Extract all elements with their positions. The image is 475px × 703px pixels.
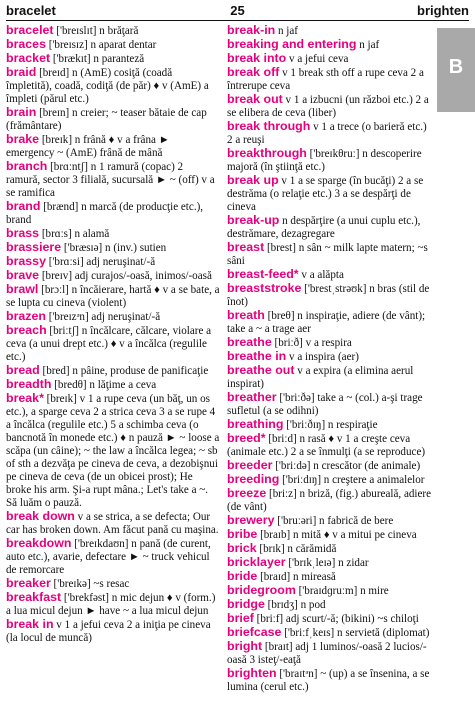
dictionary-entry <box>227 391 434 418</box>
headword: briefcase <box>227 625 282 639</box>
headword: brave <box>6 268 40 282</box>
headword: breaker <box>6 576 51 590</box>
headword: break-in <box>227 23 276 37</box>
headword: brass <box>6 226 40 240</box>
dictionary-entry <box>6 160 220 200</box>
dictionary-entry <box>6 200 220 227</box>
dictionary-entry <box>6 364 220 378</box>
definition: v 1 a izbucni (un război etc.) 2 a se elibera de ceva (liber) <box>227 94 429 119</box>
definition: ['briːfˌkeɪs] n servietă (diplomat) <box>281 627 430 639</box>
dictionary-entry <box>6 310 220 324</box>
dictionary-entry <box>227 570 434 584</box>
headword: breadth <box>6 377 52 391</box>
headword: brick <box>227 541 257 555</box>
definition: [braɪb] n mită ♦ v a mitui pe cineva <box>257 529 417 541</box>
definition: [briːf] adj scurt/-ă; (bikini) ~s chiloţi <box>253 613 419 625</box>
dictionary-entry <box>227 514 434 528</box>
headword: breather <box>227 390 277 404</box>
definition: [briːz] n briză, (fig.) abureală, adiere (de vânt) <box>227 488 432 513</box>
headword: breathe out <box>227 363 295 377</box>
definition: ['brɪkˌleɪə] n zidar <box>285 557 369 569</box>
dictionary-entry <box>227 120 434 147</box>
headword: brawl <box>6 282 39 296</box>
headword: break in <box>6 617 54 631</box>
headword: break* <box>6 391 44 405</box>
definition: n jaf <box>275 25 298 37</box>
headword: brassiere <box>6 240 62 254</box>
definition: [brɑːntʃ] n 1 ramură (copac) 2 ramură, sector 3 filială, sucursală ► ~ (off) v a se ramifica <box>6 161 215 199</box>
definition: ['briːðə] take a ~ (col.) a-şi trage sufletul (a se odihni) <box>227 392 423 417</box>
dictionary-entry <box>227 38 434 52</box>
last-guide-word: brighten <box>417 3 469 18</box>
headword: braces <box>6 37 46 51</box>
dictionary-entry <box>227 432 434 459</box>
first-guide-word: bracelet <box>6 3 56 18</box>
page-number: 25 <box>230 3 245 18</box>
dictionary-entry <box>227 584 434 598</box>
definition: v 1 a trece (o barieră etc.) 2 a reuşi <box>227 121 427 146</box>
headword: break out <box>227 92 283 106</box>
definition: [brest] n sân ~ milk lapte matern; ~s sâni <box>227 242 428 267</box>
headword: breakdown <box>6 536 72 550</box>
definition: ['brestˌstrəʊk] n bras (stil de înot) <box>227 283 430 308</box>
dictionary-entry <box>6 392 220 510</box>
dictionary-entry <box>6 378 220 392</box>
headword: bright <box>227 639 263 653</box>
headword: bracket <box>6 51 51 65</box>
headword: brighten <box>227 666 277 680</box>
dictionary-entry <box>227 418 434 432</box>
running-header <box>6 3 469 21</box>
definition: ['briːðɪŋ] n respiraţie <box>283 419 378 431</box>
definition: ['brekfəst] n mic dejun ♦ v (form.) a lua micul dejun ► have ~ a lua micul dejun <box>6 592 216 617</box>
headword: brassy <box>6 254 46 268</box>
headword: breath <box>227 308 265 322</box>
dictionary-entry <box>227 93 434 120</box>
headword: breathing <box>227 417 284 431</box>
headword: break through <box>227 119 311 133</box>
dictionary-entry <box>6 255 220 269</box>
definition: ['brækɪt] n paranteză <box>50 53 145 65</box>
dictionary-entry <box>6 106 220 133</box>
dictionary-entry <box>227 309 434 336</box>
dictionary-entry <box>6 241 220 255</box>
dictionary-entry <box>6 133 220 160</box>
definition: v a alăpta <box>298 269 344 281</box>
headword: brewery <box>227 513 275 527</box>
dictionary-entry <box>227 66 434 93</box>
definition: ['breɪkdaʊn] n pană (de curent, auto etc.), avarie, defectare ► ~ truck vehicul de remorcare <box>6 538 211 576</box>
definition: v a expira (a elimina aerul inspirat) <box>227 365 414 390</box>
headword: breast-feed* <box>227 267 299 281</box>
headword: break off <box>227 65 280 79</box>
headword: breakthrough <box>227 146 307 160</box>
dictionary-entry <box>227 214 434 241</box>
headword: braid <box>6 65 37 79</box>
dictionary-entry <box>6 591 220 618</box>
dictionary-entry <box>227 640 434 667</box>
dictionary-entry <box>6 269 220 283</box>
headword: breathe <box>227 335 272 349</box>
definition: [brænd] n marcă (de producţie etc.), brand <box>6 201 204 226</box>
headword: break down <box>6 509 75 523</box>
definition: [bredθ] n lăţime a ceva <box>51 379 157 391</box>
headword: breaking and entering <box>227 37 357 51</box>
definition: ['braɪtᵊn] ~ (up) a se însenina, a se lumina (cerul etc.) <box>227 668 430 693</box>
dictionary-entry <box>6 66 220 106</box>
headword: bread <box>6 363 40 377</box>
dictionary-entry <box>6 510 220 537</box>
dictionary-entry <box>227 626 434 640</box>
dictionary-entry <box>227 487 434 514</box>
headword: brazen <box>6 309 46 323</box>
dictionary-entry <box>227 528 434 542</box>
definition: v a jefui ceva <box>286 53 349 65</box>
dictionary-entry <box>6 577 220 591</box>
definition: v a inspira (aer) <box>286 351 359 363</box>
definition: [breɪk] v 1 a rupe ceva (un băţ, un os etc.), a sparge ceva 2 a strica ceva 3 a se rupe 4 a încălca (regulile etc.) 5 a schimba ceva (o bancnotă în monede etc.) ♦ n pauză ► ~ loose a scăpa (un câine); ~ the law a încălca legea; ~ sb of sth a dezvăţa pe cineva de ceva, a dezobişnui pe cineva de ceva (de un obicei prost); He broke his arm. Şi-a rupt mâna.; Let's take a ~. Să luăm o pauză. <box>6 393 220 509</box>
headword: brand <box>6 199 41 213</box>
thumb-index-tab <box>437 28 475 112</box>
definition: [braɪd] n mireasă <box>257 571 336 583</box>
definition: n despărţire (a unui cuplu etc.), destrămare, dezagregare <box>227 215 421 240</box>
dictionary-entry <box>227 459 434 473</box>
headword: bridge <box>227 597 265 611</box>
dictionary-entry <box>227 147 434 174</box>
dictionary-entry <box>227 282 434 309</box>
definition: [breɪn] n creier; ~ teaser bătaie de cap (frământare) <box>6 107 207 132</box>
dictionary-entry <box>227 364 434 391</box>
dictionary-entry <box>227 473 434 487</box>
dictionary-entry <box>227 542 434 556</box>
dictionary-entry <box>6 283 220 310</box>
dictionary-entry <box>6 618 220 645</box>
header-rule <box>6 20 469 21</box>
headword: brief <box>227 611 254 625</box>
headword: bricklayer <box>227 555 286 569</box>
headword: break into <box>227 51 287 65</box>
definition: v 1 break sth off a rupe ceva 2 a întrerupe ceva <box>227 67 424 92</box>
definition: [braɪt] adj 1 luminos/-oasă 2 lucios/-oasă 3 isteţ/-eaţă <box>227 641 427 666</box>
definition: ['bræsɪə] n (inv.) sutien <box>61 242 167 254</box>
dictionary-entry <box>6 38 220 52</box>
definition: ['breɪkə] ~s resac <box>50 578 130 590</box>
headword: bridegroom <box>227 583 296 597</box>
headword: breeder <box>227 458 273 472</box>
headword: break-up <box>227 213 280 227</box>
dictionary-entry <box>227 24 434 38</box>
headword: bracelet <box>6 23 54 37</box>
definition: n jaf <box>356 39 380 51</box>
dictionary-entry <box>227 556 434 570</box>
definition: [brɪdʒ] n pod <box>264 599 326 611</box>
dictionary-entry <box>6 537 220 577</box>
dictionary-entry <box>6 324 220 364</box>
right-column <box>227 24 434 694</box>
dictionary-entry <box>227 268 434 282</box>
definition: [breθ] n inspiraţie, adiere (de vânt); take a ~ a trage aer <box>227 310 426 335</box>
definition: [briːtʃ] n încălcare, călcare, violare a ceva (a unui drept etc.) ♦ v a încălca (regulile etc.) <box>6 325 212 363</box>
definition: [brɔːl] n încăierare, hartă ♦ v a se bate, a se lupta cu cineva (violent) <box>6 284 220 309</box>
definition: v 1 a se sparge (în bucăţi) 2 a se destrăma (o relaţie etc.) 3 a se despărţi de cineva <box>227 175 424 213</box>
definition: ['brɑːsi] adj neruşinat/-ă <box>45 256 156 268</box>
headword: breach <box>6 323 47 337</box>
left-column <box>6 24 220 645</box>
dictionary-entry <box>227 174 434 214</box>
dictionary-entry <box>227 350 434 364</box>
headword: brain <box>6 105 37 119</box>
definition: ['breɪsɪz] n aparat dentar <box>45 39 157 51</box>
headword: breathe in <box>227 349 287 363</box>
thumb-index-letter: B <box>448 56 464 78</box>
headword: breakfast <box>6 590 62 604</box>
headword: breeding <box>227 472 280 486</box>
definition: [breɪd] n (AmE) cosiţă (coadă împletită), coadă, codiţă (de păr) ♦ v (AmE) a împleti (părul etc.) <box>6 67 209 105</box>
definition: [brɑːs] n alamă <box>39 228 110 240</box>
dictionary-entry <box>6 24 220 38</box>
dictionary-entry <box>227 667 434 694</box>
definition: ['briːdɪŋ] n creştere a animalelor <box>279 474 425 486</box>
definition: ['briːdə] n crescător (de animale) <box>272 460 421 472</box>
dictionary-entry <box>227 52 434 66</box>
headword: breaststroke <box>227 281 302 295</box>
definition: [briːd] n rasă ♦ v 1 a creşte ceva (animale etc.) 2 a se înmulţi (a se reproduce) <box>227 433 426 458</box>
headword: breast <box>227 240 265 254</box>
definition: [briːð] v a respira <box>271 337 352 349</box>
headword: branch <box>6 159 48 173</box>
headword: break up <box>227 173 279 187</box>
definition: [breɪk] n frână ♦ v a frâna ► emergency ~ (AmE) frână de mână <box>6 134 170 159</box>
definition: ['bruːəri] n fabrică de bere <box>274 515 394 527</box>
dictionary-entry <box>6 52 220 66</box>
definition: ['braɪdɡruːm] n mire <box>295 585 389 597</box>
definition: [bred] n pâine, produse de panificaţie <box>39 365 209 377</box>
dictionary-entry <box>6 227 220 241</box>
headword: breed* <box>227 431 266 445</box>
dictionary-entry <box>227 612 434 626</box>
definition: v a se strica, a se defecta; Our car has broken down. Am făcut pană cu maşina. <box>6 511 219 536</box>
definition: ['breɪslɪt] n brăţară <box>53 25 139 37</box>
definition: ['breɪzᵊn] adj neruşinat/-ă <box>45 311 161 323</box>
definition: ['breɪkθruː] n descoperire majoră (în ştiinţă etc.) <box>227 148 422 173</box>
headword: bride <box>227 569 258 583</box>
headword: breeze <box>227 486 267 500</box>
definition: [brɪk] n cărămidă <box>256 543 337 555</box>
definition: v 1 a jefui ceva 2 a iniţia pe cineva (la locul de muncă) <box>6 619 211 644</box>
headword: brake <box>6 132 40 146</box>
dictionary-entry <box>227 336 434 350</box>
definition: [breɪv] adj curajos/-oasă, inimos/-oasă <box>39 270 212 282</box>
dictionary-entry <box>227 598 434 612</box>
dictionary-entry <box>227 241 434 268</box>
headword: bribe <box>227 527 258 541</box>
